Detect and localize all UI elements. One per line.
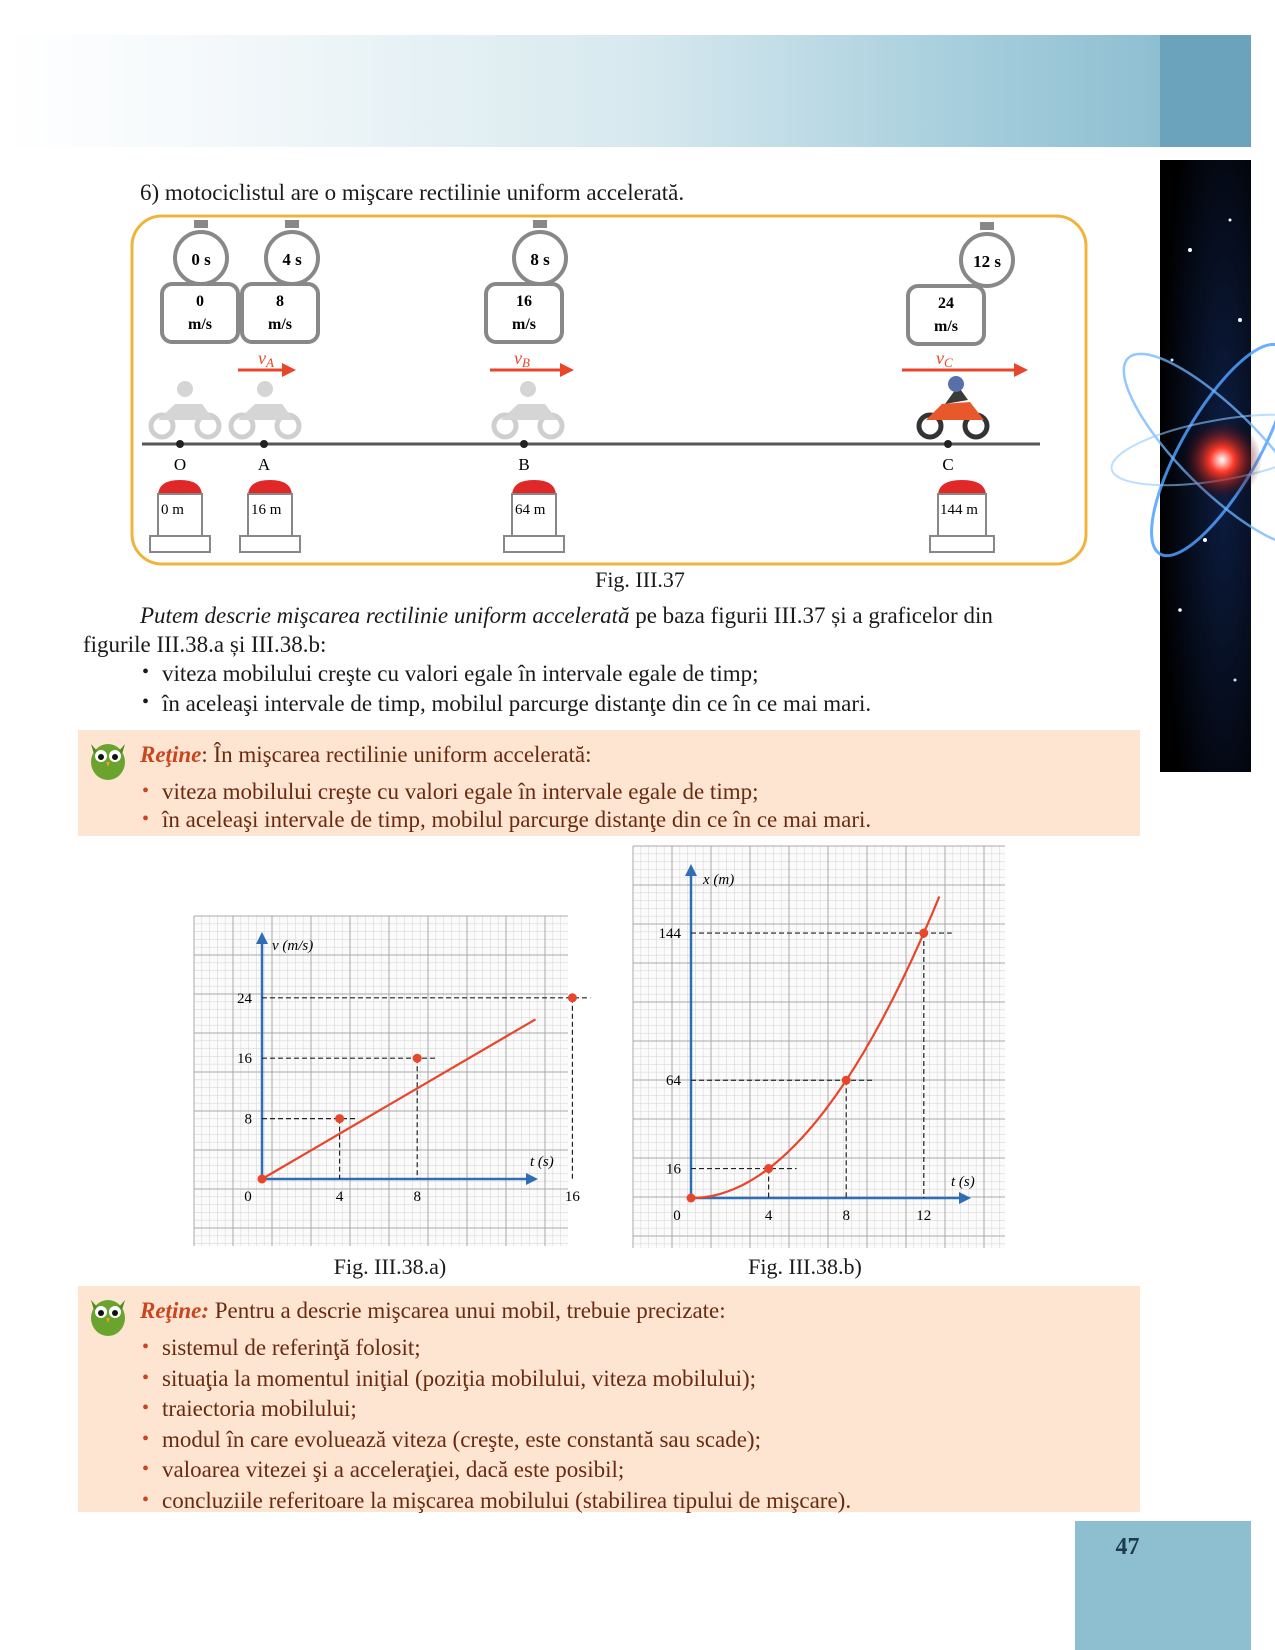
header-block — [1160, 35, 1251, 147]
retine2-bullet-1: situaţia la momentul iniţial (poziţia mobilului, viteza mobilului); — [162, 1365, 757, 1391]
paragraph-line1 — [140, 601, 993, 630]
bullet-icon: • — [142, 1336, 150, 1358]
retine2-bullet-0: sistemul de referinţă folosit; — [162, 1335, 421, 1360]
retine1-label: Reţine — [140, 742, 202, 767]
retine1-heading — [140, 740, 592, 770]
speed-value-0: 0 — [196, 293, 204, 310]
velocity-sub-C: C — [944, 355, 953, 370]
x-tick-2: 8 — [413, 1189, 421, 1205]
milestone-1 — [240, 480, 300, 552]
retine2-bullet-2: traiectoria mobilului; — [162, 1396, 357, 1421]
intro-line: 6) motociclistul are o mişcare rectilinie uniform accelerată. — [140, 180, 685, 205]
speed-value-3: 24 — [938, 295, 954, 312]
retine2-label: Reţine: — [140, 1298, 209, 1323]
speed-box-0 — [162, 284, 238, 342]
time-label-0: 0 s — [191, 250, 211, 269]
data-point-3 — [919, 929, 928, 938]
motorcycle-C — [919, 376, 987, 437]
milestone-2 — [504, 480, 564, 552]
chart-a-caption: Fig. III.38.a) — [333, 1254, 447, 1279]
x-tick-1: 4 — [764, 1208, 773, 1224]
y-tick-0: 8 — [244, 1111, 252, 1128]
y-tick-2: 24 — [237, 990, 252, 1007]
y-tick-0: 16 — [666, 1161, 681, 1178]
header-band — [0, 35, 1160, 147]
milestone-0 — [150, 480, 210, 552]
owl-icon — [86, 732, 130, 782]
figure-III-37 — [130, 214, 1090, 568]
speed-unit-2: m/s — [512, 316, 536, 333]
stopwatch-2 — [514, 220, 566, 284]
point-label-A: A — [257, 455, 271, 474]
motorcycle-ghost-B — [494, 381, 562, 437]
retine1-bullet-1: în aceleaşi intervale de timp, mobilul parcurge distanţe din ce în ce mai mari. — [162, 807, 872, 832]
paragraph-bullet-1: în aceleaşi intervale de timp, mobilul parcurge distanţe din ce în ce mai mari. — [162, 691, 872, 716]
data-point-2 — [413, 1054, 422, 1063]
data-point-0 — [687, 1194, 696, 1203]
distance-label-1: 16 m — [251, 502, 282, 518]
bullet-icon: • — [142, 1366, 150, 1389]
speed-unit-1: m/s — [268, 316, 292, 333]
speed-box-1 — [242, 284, 318, 342]
speed-box-3 — [908, 286, 984, 344]
stopwatch-0 — [175, 220, 227, 284]
velocity-sub-A: A — [266, 355, 274, 370]
time-label-3: 12 s — [973, 252, 1001, 271]
motorcycle-ghost-A — [231, 381, 299, 437]
x-axis-label: t (s) — [530, 1154, 554, 1170]
velocity-arrow-A — [238, 348, 296, 377]
point-label-B: B — [518, 455, 530, 474]
retine2-text: Pentru a descrie mişcarea unui mobil, trebuie precizate: — [209, 1298, 726, 1323]
chart-velocity-time — [194, 916, 580, 1246]
x-tick-0: 0 — [673, 1208, 681, 1224]
owl-icon — [86, 1288, 130, 1338]
atom-illustration — [1160, 160, 1251, 772]
grid-background — [633, 846, 1005, 1248]
page-number: 47 — [1115, 1534, 1140, 1560]
distance-label-0: 0 m — [161, 502, 184, 518]
retine1-text: : În mişcarea rectilinie uniform accelerată: — [201, 742, 592, 767]
velocity-label-C: v — [936, 348, 944, 368]
speed-box-2 — [486, 284, 562, 342]
velocity-sub-B: B — [522, 355, 530, 370]
milestone-3 — [930, 480, 994, 552]
speed-unit-3: m/s — [934, 318, 958, 335]
data-point-0 — [258, 1175, 267, 1184]
point-label-C: C — [942, 455, 954, 474]
data-point-1 — [764, 1164, 773, 1173]
data-point-2 — [842, 1076, 851, 1085]
fig37-caption: Fig. III.37 — [595, 567, 685, 592]
speed-value-2: 16 — [516, 293, 532, 310]
y-tick-2: 144 — [658, 926, 681, 943]
bullet-icon: • — [142, 661, 150, 683]
chart-position-time — [633, 846, 1005, 1248]
stopwatch-1 — [266, 220, 318, 284]
svg-text:vC — [936, 348, 953, 370]
paragraph-italic: Putem descrie mişcarea rectilinie uniform accelerată — [140, 603, 630, 628]
y-tick-1: 64 — [666, 1073, 681, 1090]
x-tick-3: 12 — [916, 1208, 932, 1224]
speed-value-1: 8 — [276, 293, 284, 310]
y-tick-1: 16 — [237, 1051, 252, 1068]
x-tick-2: 8 — [842, 1208, 850, 1224]
paragraph-bullet-0: viteza mobilului creşte cu valori egale în intervale egale de timp; — [162, 661, 759, 686]
x-tick-1: 4 — [335, 1189, 344, 1205]
atom-side-image — [1160, 160, 1251, 772]
retine2-bullet-4: valoarea vitezei şi a acceleraţiei, dacă este posibil; — [162, 1457, 625, 1482]
bullet-icon: • — [142, 808, 150, 830]
velocity-label-A: v — [258, 348, 266, 368]
bullet-icon: • — [142, 1427, 150, 1450]
velocity-arrow-B — [490, 348, 574, 377]
retine2-bullet-5: concluziile referitoare la mişcarea mobilului (stabilirea tipului de mişcare). — [162, 1487, 852, 1513]
data-point-3 — [568, 993, 577, 1002]
point-label-O: O — [173, 455, 187, 474]
retine1-bullet-0: viteza mobilului creşte cu valori egale în intervale egale de timp; — [162, 779, 759, 804]
bullet-icon: • — [142, 1397, 150, 1419]
distance-label-3: 144 m — [940, 502, 978, 518]
bullet-icon: • — [142, 1488, 150, 1511]
speed-unit-0: m/s — [188, 316, 212, 333]
data-point-1 — [335, 1114, 344, 1123]
distance-label-2: 64 m — [515, 502, 546, 518]
bullet-icon: • — [142, 691, 150, 713]
x-axis-label: t (s) — [951, 1174, 975, 1190]
x-tick-0: 0 — [244, 1189, 252, 1205]
svg-text:vB — [514, 348, 530, 370]
chart-b-caption: Fig. III.38.b) — [748, 1254, 862, 1279]
stopwatch-3 — [961, 222, 1013, 286]
bullet-icon: • — [142, 780, 150, 802]
bullet-icon: • — [142, 1458, 150, 1480]
paragraph-rest: pe baza figurii III.37 și a graficelor din — [629, 603, 993, 628]
velocity-arrow-C — [902, 348, 1028, 377]
x-tick-3: 16 — [564, 1189, 580, 1205]
y-axis-label: x (m) — [703, 872, 735, 888]
paragraph-line2: figurile III.38.a și III.38.b: — [83, 632, 327, 657]
svg-text:vA — [258, 348, 274, 370]
y-axis-label: v (m/s) — [272, 938, 314, 954]
retine2-heading — [140, 1296, 726, 1326]
velocity-label-B: v — [514, 348, 522, 368]
motorcycle-ghost-O — [151, 381, 219, 437]
time-label-2: 8 s — [530, 250, 550, 269]
retine2-bullet-3: modul în care evoluează viteza (creşte, este constantă sau scade); — [162, 1426, 761, 1452]
time-label-1: 4 s — [282, 250, 302, 269]
